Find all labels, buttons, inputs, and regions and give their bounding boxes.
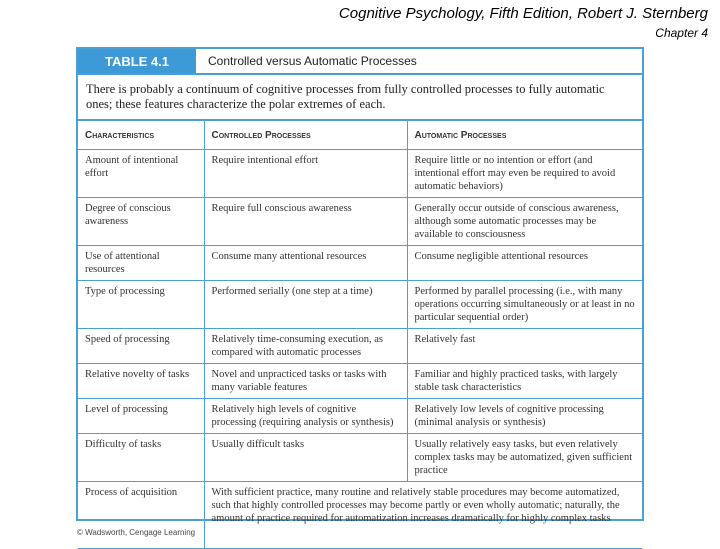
book-title: Cognitive Psychology, Fifth Edition, Robert J. Sternberg: [338, 5, 708, 22]
table-row: [78, 364, 642, 399]
table-4-1: [76, 47, 644, 524]
table-cell: Relatively high levels of cognitive processing (requiring analysis or synthesis): [204, 399, 407, 434]
table-cell: Performed by parallel processing (i.e., with many operations occurring simultaneously or at least in no particular sequential order): [407, 281, 642, 329]
column-header: Controlled Processes: [204, 121, 407, 150]
copyright-credit: © Wadsworth, Cengage Learning: [77, 528, 196, 537]
table-cell: Consume negligible attentional resources: [407, 246, 642, 281]
column-header: Characteristics: [78, 121, 204, 150]
table-row: [78, 281, 642, 329]
column-header: Automatic Processes: [407, 121, 642, 150]
table-cell: Process of acquisition: [78, 482, 204, 549]
table-row: [78, 399, 642, 434]
table-row: [78, 434, 642, 482]
table-title: Controlled versus Automatic Processes: [208, 54, 417, 68]
table-row: [78, 482, 642, 549]
chapter-label: Chapter 4: [655, 26, 708, 40]
table-cell: Use of attentional resources: [78, 246, 204, 281]
table-cell: Level of processing: [78, 399, 204, 434]
table-cell: Type of processing: [78, 281, 204, 329]
table-cell: Usually relatively easy tasks, but even relatively complex tasks may be automatized, given sufficient practice: [407, 434, 642, 482]
table-cell: Amount of intentional effort: [78, 150, 204, 198]
table-row: [78, 150, 642, 198]
table-cell: Relative novelty of tasks: [78, 364, 204, 399]
table-row: [78, 329, 642, 364]
table-cell: Speed of processing: [78, 329, 204, 364]
table-row: [78, 198, 642, 246]
table-cell: Require intentional effort: [204, 150, 407, 198]
table-title-bar: [78, 49, 642, 75]
table-cell: Require little or no intention or effort (and intentional effort may even be required to avoid automatic behaviors): [407, 150, 642, 198]
table-cell: With sufficient practice, many routine and relatively stable procedures may become automatized, such that highly controlled processes may become partly or even wholly automatic; naturally, the amount of practice required for automatization increases dramatically for highly complex tasks: [204, 482, 642, 549]
table-label: TABLE 4.1: [78, 49, 196, 73]
table-cell: Generally occur outside of conscious awareness, although some automatic processes may be available to consciousness: [407, 198, 642, 246]
table-cell: Require full conscious awareness: [204, 198, 407, 246]
comparison-table: [78, 121, 642, 549]
table-cell: Consume many attentional resources: [204, 246, 407, 281]
table-cell: Difficulty of tasks: [78, 434, 204, 482]
table-cell: Usually difficult tasks: [204, 434, 407, 482]
table-row: [78, 246, 642, 281]
table-cell: Relatively fast: [407, 329, 642, 364]
table-cell: Novel and unpracticed tasks or tasks with many variable features: [204, 364, 407, 399]
table-cell: Relatively low levels of cognitive processing (minimal analysis or synthesis): [407, 399, 642, 434]
table-cell: Performed serially (one step at a time): [204, 281, 407, 329]
table-cell: Degree of conscious awareness: [78, 198, 204, 246]
table-cell: Relatively time-consuming execution, as compared with automatic processes: [204, 329, 407, 364]
table-cell: Familiar and highly practiced tasks, with largely stable task characteristics: [407, 364, 642, 399]
table-intro: There is probably a continuum of cognitive processes from fully controlled processes to fully automatic ones; these features characterize the polar extremes of each.: [78, 75, 642, 121]
header-row: [78, 121, 642, 150]
